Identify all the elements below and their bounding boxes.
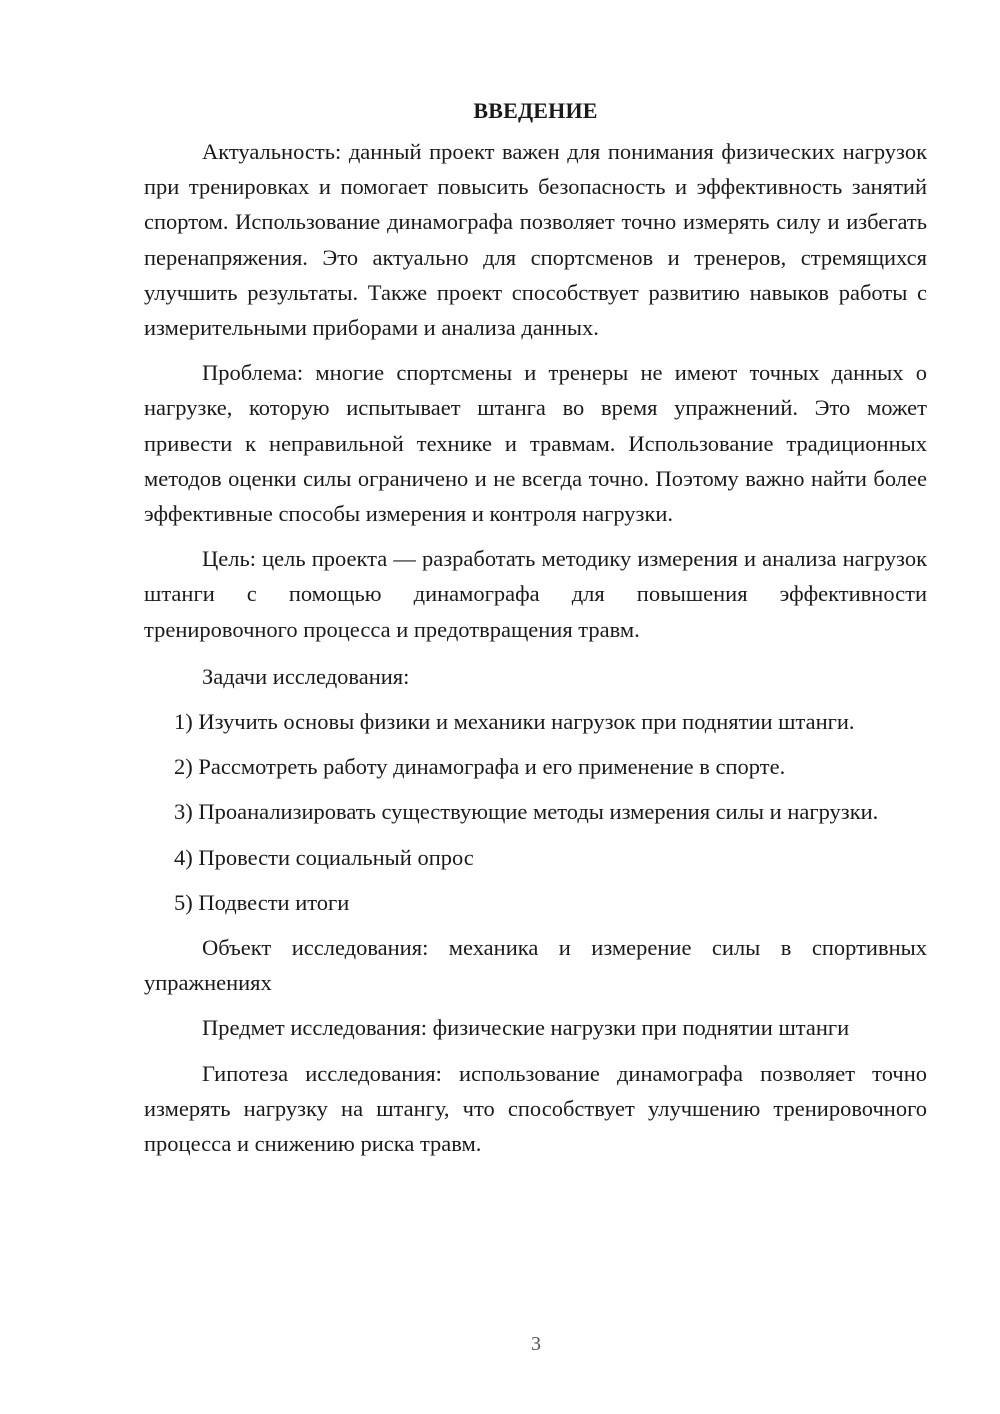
task-item: 1) Изучить основы физики и механики нагрузок при поднятии штанги. — [174, 709, 855, 735]
hypothesis-paragraph: Гипотеза исследования: использование динамографа позволяет точно измерять нагрузку на штангу, что способствует улучшению тренировочного процесса и снижению риска травм. — [144, 1060, 927, 1157]
task-item: 5) Подвести итоги — [174, 889, 350, 915]
problem-paragraph: Проблема: многие спортсмены и тренеры не имеют точных данных о нагрузке, которую испытывает штанга во время упражнений. Это может привести к неправильной технике и травмам. Использование традиционных методов оценки силы ограничено и не всегда точно. Поэтому важно найти более эффективные способы измерения и контроля нагрузки. — [144, 360, 927, 527]
task-item: 2) Рассмотреть работу динамографа и его применение в спорте. — [174, 754, 786, 780]
subject-paragraph: Предмет исследования: физические нагрузки при поднятии штанги — [202, 1015, 850, 1041]
relevance-paragraph: Актуальность: данный проект важен для понимания физических нагрузок при тренировках и помогает повысить безопасность и эффективность занятий спортом. Использование динамографа позволяет точно измерять силу и избегать перенапряжения. Это актуально для спортсменов и тренеров, стремящихся улучшить результаты. Также проект способствует развитию навыков работы с измерительными приборами и анализа данных. — [144, 139, 927, 341]
object-paragraph: Объект исследования: механика и измерение силы в спортивных упражнениях — [144, 935, 927, 996]
tasks-heading: Задачи исследования: — [202, 663, 410, 689]
goal-paragraph: Цель: цель проекта — разработать методику измерения и анализа нагрузок штанги с помощью динамографа для повышения эффективности тренировочного процесса и предотвращения травм. — [144, 546, 927, 642]
task-item: 4) Провести социальный опрос — [174, 844, 474, 870]
tasks-list — [144, 704, 927, 920]
page-title: ВВЕДЕНИЕ — [473, 98, 598, 123]
page-content — [144, 96, 927, 1161]
task-item: 3) Проанализировать существующие методы измерения силы и нагрузки. — [174, 799, 879, 825]
page-number: 3 — [531, 1333, 541, 1355]
